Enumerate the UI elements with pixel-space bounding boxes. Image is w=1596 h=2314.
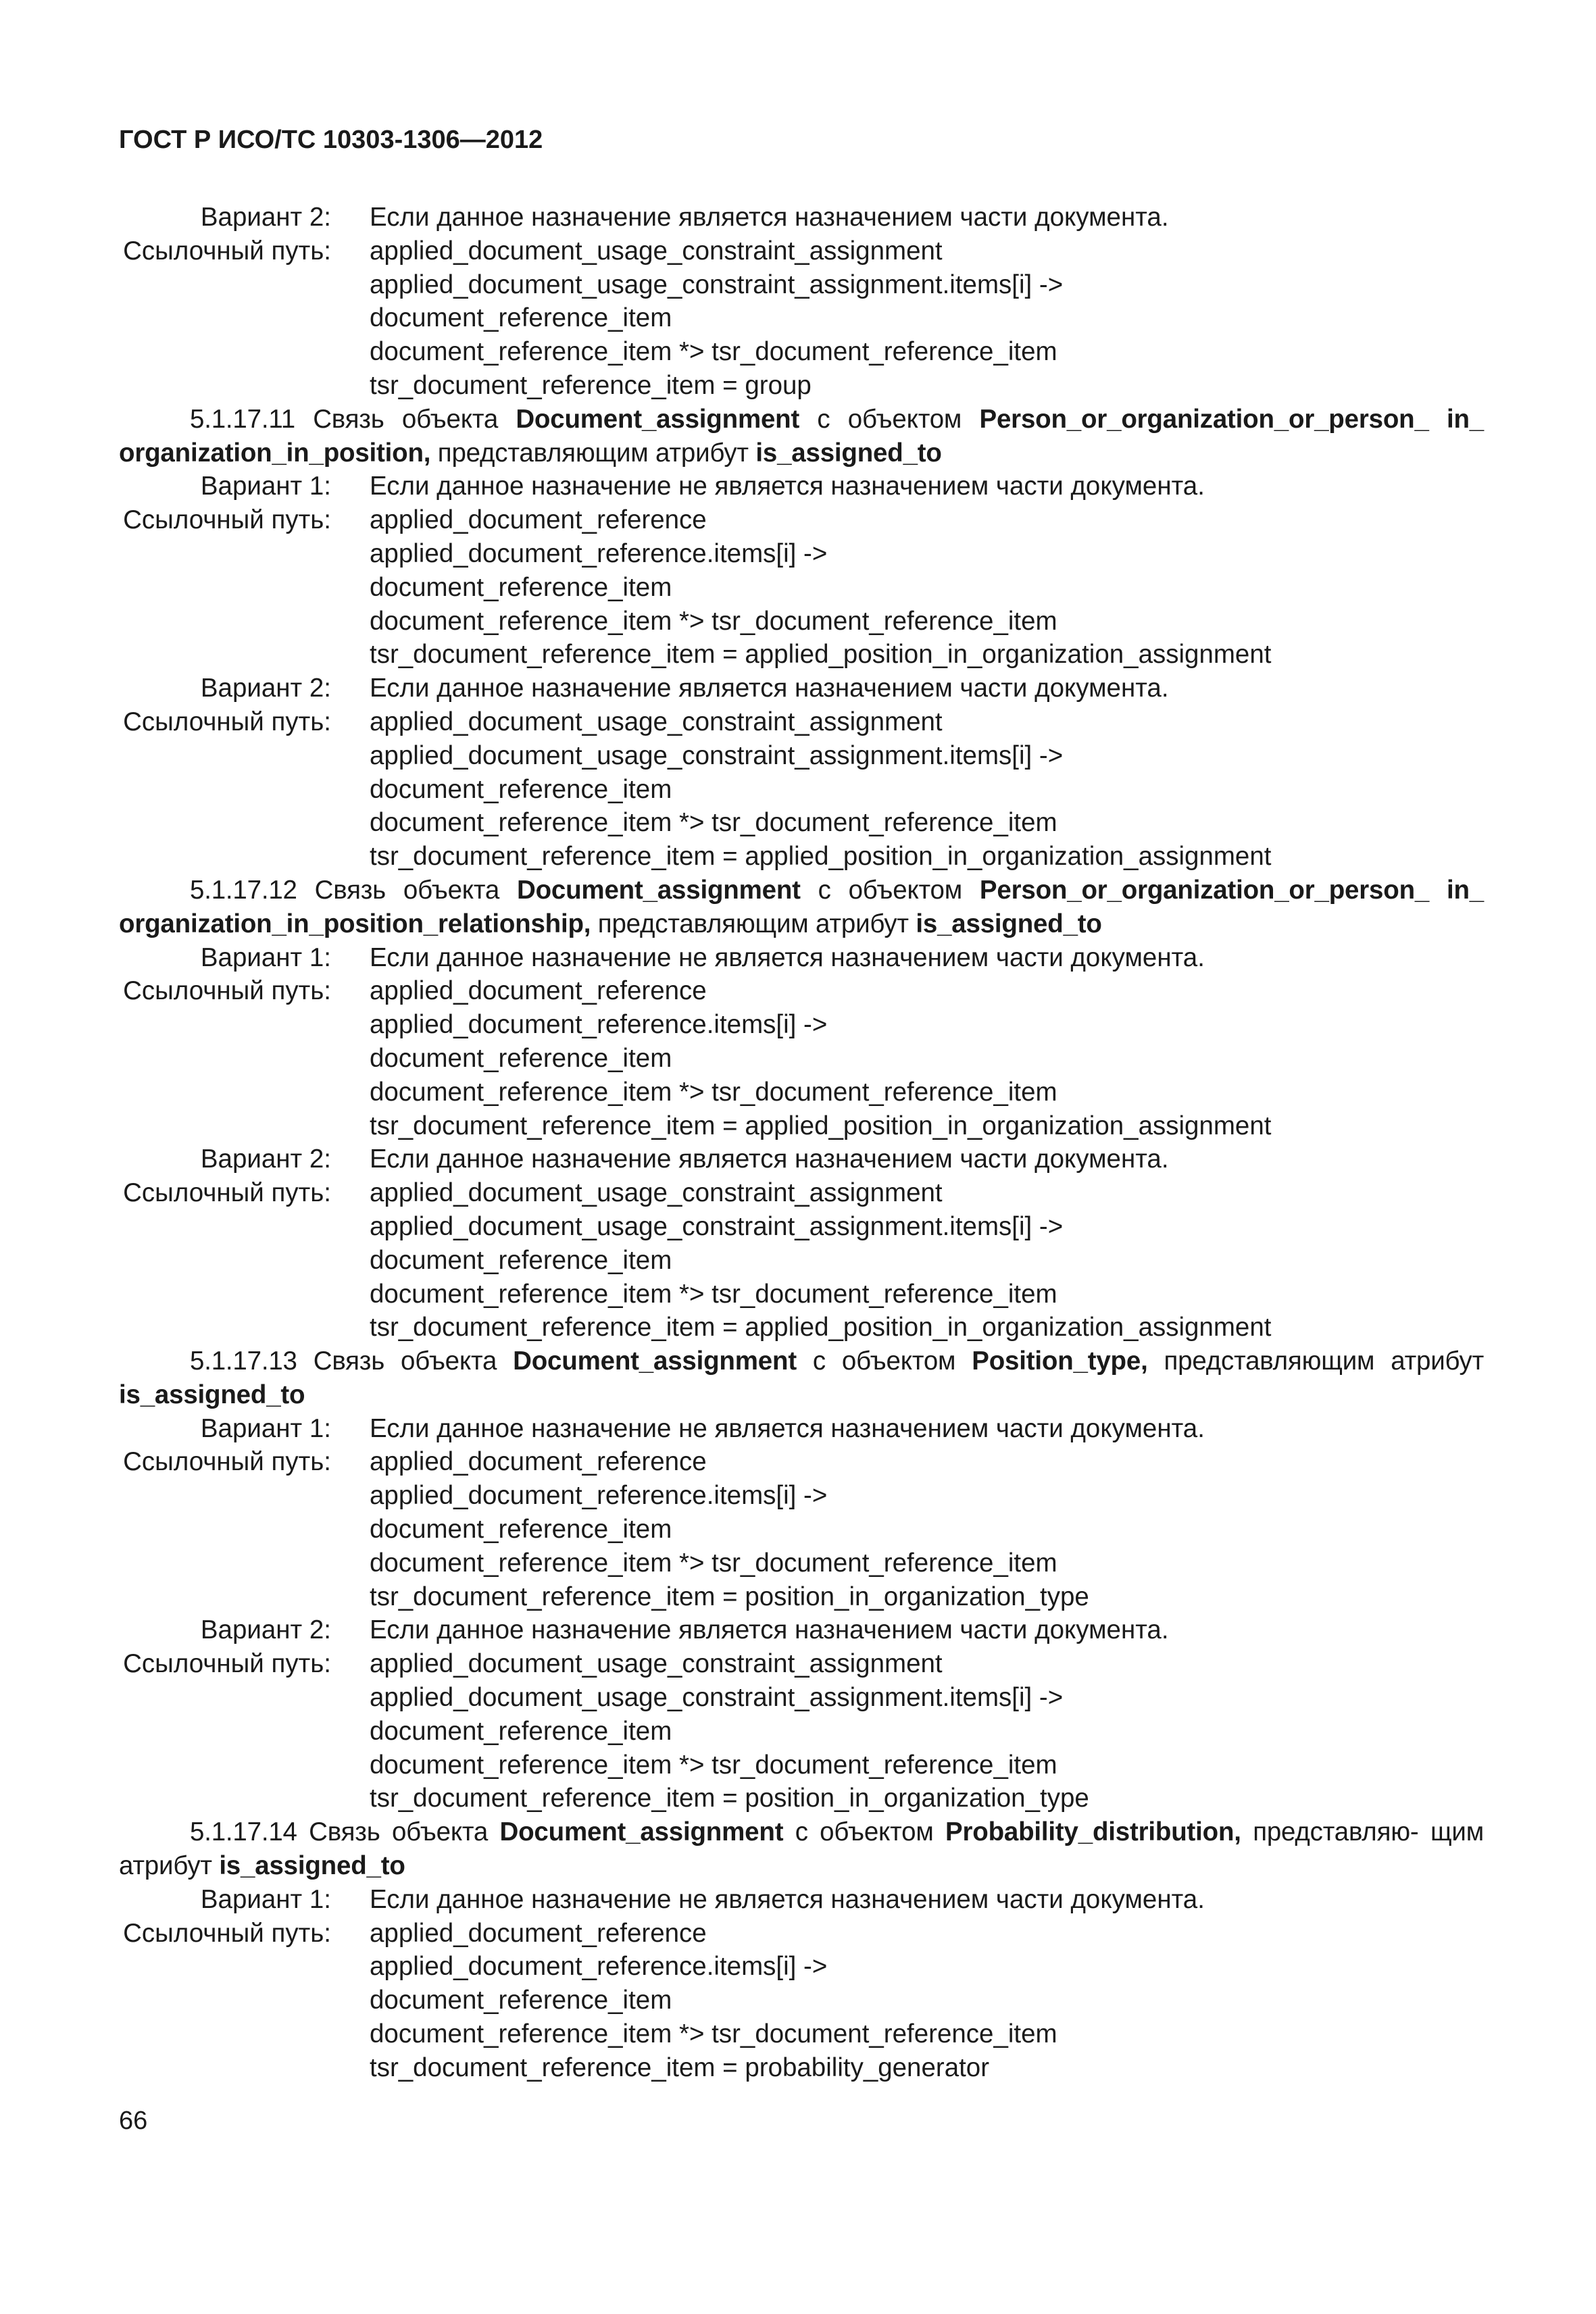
path-line: applied_document_reference	[370, 505, 707, 535]
section-number: 5.1.17.12	[190, 875, 297, 905]
variant-label: Вариант 1:	[200, 1884, 331, 1914]
variant-row	[119, 1142, 1484, 1176]
section-text: представляю-	[1253, 1817, 1419, 1847]
section-text: Связь объекта	[309, 1817, 489, 1847]
path-label: Ссылочный путь:	[123, 707, 331, 736]
path-label: Ссылочный путь:	[123, 1447, 331, 1477]
entity-name: organization_in_position_relationship,	[119, 909, 591, 938]
path-label: Ссылочный путь:	[123, 1649, 331, 1679]
section-text: Связь объекта	[313, 404, 499, 434]
variant-condition: Если данное назначение не является назначением части документа.	[370, 942, 1205, 972]
path-line: applied_document_usage_constraint_assignment.items[i] ->	[370, 740, 1064, 770]
path-row	[119, 1917, 1484, 1951]
section-5-1-17-13-heading	[119, 1344, 1484, 1412]
path-line: document_reference_item *> tsr_document_reference_item	[370, 1750, 1057, 1780]
variant-row	[119, 1412, 1484, 1446]
variant-1-block	[119, 1412, 1484, 1614]
section-5-1-17-12-heading	[119, 874, 1484, 941]
page-content	[119, 201, 1484, 2085]
variant-row	[119, 1613, 1484, 1647]
path-label: Ссылочный путь:	[123, 505, 331, 535]
entity-name: organization_in_position,	[119, 438, 431, 468]
path-line: document_reference_item *> tsr_document_reference_item	[370, 606, 1057, 636]
section-text: с объектом	[817, 404, 962, 434]
path-line: tsr_document_reference_item = applied_position_in_organization_assignment	[370, 1313, 1272, 1342]
section-5-1-17-14-heading	[119, 1815, 1484, 1883]
path-line: applied_document_reference.items[i] ->	[370, 1481, 828, 1511]
section-text: щим атрибут	[119, 1817, 1484, 1881]
section-text: с объектом	[818, 875, 963, 905]
path-line: applied_document_reference.items[i] ->	[370, 538, 828, 568]
path-line: document_reference_item	[370, 1716, 672, 1746]
path-row	[119, 974, 1484, 1008]
variant-2-block	[119, 1613, 1484, 1815]
path-row	[119, 1445, 1484, 1479]
variant-condition: Если данное назначение является назначением части документа.	[370, 1615, 1169, 1645]
variant-label: Вариант 2:	[200, 203, 331, 232]
entity-name: Document_assignment	[513, 1347, 797, 1376]
path-line: tsr_document_reference_item = position_in_organization_type	[370, 1784, 1089, 1813]
prev-variant-2-block	[119, 201, 1484, 403]
variant-label: Вариант 2:	[200, 1615, 331, 1645]
variant-label: Вариант 1:	[200, 1413, 331, 1443]
path-label: Ссылочный путь:	[123, 1918, 331, 1948]
section-text: с объектом	[795, 1817, 934, 1847]
section-number: 5.1.17.11	[190, 404, 295, 434]
path-line: applied_document_usage_constraint_assignment	[370, 1649, 943, 1679]
variant-1-block	[119, 470, 1484, 672]
variant-row	[119, 470, 1484, 503]
path-line: document_reference_item	[370, 1515, 672, 1544]
path-line: document_reference_item *> tsr_document_reference_item	[370, 808, 1057, 838]
variant-condition: Если данное назначение не является назначением части документа.	[370, 1413, 1205, 1443]
path-line: applied_document_reference.items[i] ->	[370, 1010, 828, 1040]
path-line: tsr_document_reference_item = probability_generator	[370, 2053, 990, 2082]
path-line: tsr_document_reference_item = applied_position_in_organization_assignment	[370, 842, 1272, 872]
variant-label: Вариант 1:	[200, 472, 331, 501]
section-number: 5.1.17.14	[190, 1817, 297, 1847]
path-line: document_reference_item	[370, 1245, 672, 1275]
section-text: представляющим атрибут	[597, 909, 909, 938]
path-line: applied_document_usage_constraint_assignment	[370, 1178, 943, 1208]
variant-label: Вариант 1:	[200, 942, 331, 972]
variant-condition: Если данное назначение не является назначением части документа.	[370, 472, 1205, 501]
section-text: представляющим атрибут	[1164, 1347, 1485, 1376]
path-line: document_reference_item	[370, 774, 672, 804]
section-number: 5.1.17.13	[190, 1347, 297, 1376]
entity-name: Document_assignment	[499, 1817, 784, 1847]
attribute-name: is_assigned_to	[219, 1851, 405, 1881]
page-number: 66	[119, 2107, 148, 2135]
section-text: представляющим атрибут	[437, 438, 749, 468]
path-line: document_reference_item *> tsr_document_reference_item	[370, 1077, 1057, 1107]
path-line: tsr_document_reference_item = applied_position_in_organization_assignment	[370, 640, 1272, 670]
attribute-name: is_assigned_to	[916, 909, 1102, 938]
variant-condition: Если данное назначение не является назначением части документа.	[370, 1884, 1205, 1914]
variant-row	[119, 1883, 1484, 1917]
entity-name: Probability_distribution,	[945, 1817, 1241, 1847]
path-line: document_reference_item	[370, 572, 672, 602]
section-text: с объектом	[812, 1347, 956, 1376]
path-line: applied_document_reference	[370, 1447, 707, 1477]
path-row	[119, 1647, 1484, 1681]
path-line: applied_document_reference	[370, 1918, 707, 1948]
section-text: Связь объекта	[313, 1347, 497, 1376]
variant-row	[119, 672, 1484, 705]
path-line: applied_document_reference.items[i] ->	[370, 1952, 828, 1982]
path-line: applied_document_usage_constraint_assignment	[370, 707, 943, 736]
path-label: Ссылочный путь:	[123, 976, 331, 1006]
path-row	[119, 234, 1484, 268]
entity-name: Position_type,	[972, 1347, 1148, 1376]
path-row	[119, 1176, 1484, 1210]
section-5-1-17-11-heading	[119, 403, 1484, 470]
path-row	[119, 503, 1484, 537]
page-header: ГОСТ Р ИСО/ТС 10303-1306—2012	[119, 126, 543, 154]
attribute-name: is_assigned_to	[119, 1380, 305, 1409]
path-row	[119, 705, 1484, 739]
variant-condition: Если данное назначение является назначением части документа.	[370, 203, 1169, 232]
attribute-name: is_assigned_to	[755, 438, 942, 468]
path-label: Ссылочный путь:	[123, 1178, 331, 1208]
path-line: document_reference_item *> tsr_document_reference_item	[370, 1279, 1057, 1309]
variant-row	[119, 941, 1484, 975]
path-line: document_reference_item *> tsr_document_reference_item	[370, 337, 1057, 367]
path-line: tsr_document_reference_item = group	[370, 370, 812, 400]
path-line: applied_document_reference	[370, 976, 707, 1006]
variant-condition: Если данное назначение является назначением части документа.	[370, 674, 1169, 703]
entity-name: Document_assignment	[516, 404, 800, 434]
variant-2-block	[119, 672, 1484, 874]
section-text: Связь объекта	[314, 875, 500, 905]
path-line: applied_document_usage_constraint_assignment	[370, 236, 943, 266]
variant-row	[119, 201, 1484, 234]
path-line: document_reference_item	[370, 1043, 672, 1073]
path-line: applied_document_usage_constraint_assignment.items[i] ->	[370, 1211, 1064, 1241]
entity-name: Document_assignment	[516, 875, 801, 905]
path-line: document_reference_item	[370, 1986, 672, 2015]
path-label: Ссылочный путь:	[123, 236, 331, 266]
variant-condition: Если данное назначение является назначением части документа.	[370, 1145, 1169, 1174]
entity-name: Person_or_organization_or_person_ in_	[979, 875, 1485, 905]
variant-1-block	[119, 941, 1484, 1143]
path-line: tsr_document_reference_item = applied_position_in_organization_assignment	[370, 1111, 1272, 1140]
path-line: applied_document_usage_constraint_assignment.items[i] ->	[370, 1683, 1064, 1713]
variant-label: Вариант 2:	[200, 1145, 331, 1174]
variant-1-block	[119, 1883, 1484, 2085]
path-line: document_reference_item	[370, 303, 672, 333]
variant-label: Вариант 2:	[200, 674, 331, 703]
variant-2-block	[119, 1142, 1484, 1344]
path-line: applied_document_usage_constraint_assignment.items[i] ->	[370, 270, 1064, 299]
entity-name: Person_or_organization_or_person_ in_	[979, 404, 1484, 434]
path-line: tsr_document_reference_item = position_in_organization_type	[370, 1582, 1089, 1611]
path-line: document_reference_item *> tsr_document_reference_item	[370, 2019, 1057, 2049]
path-line: document_reference_item *> tsr_document_reference_item	[370, 1548, 1057, 1578]
